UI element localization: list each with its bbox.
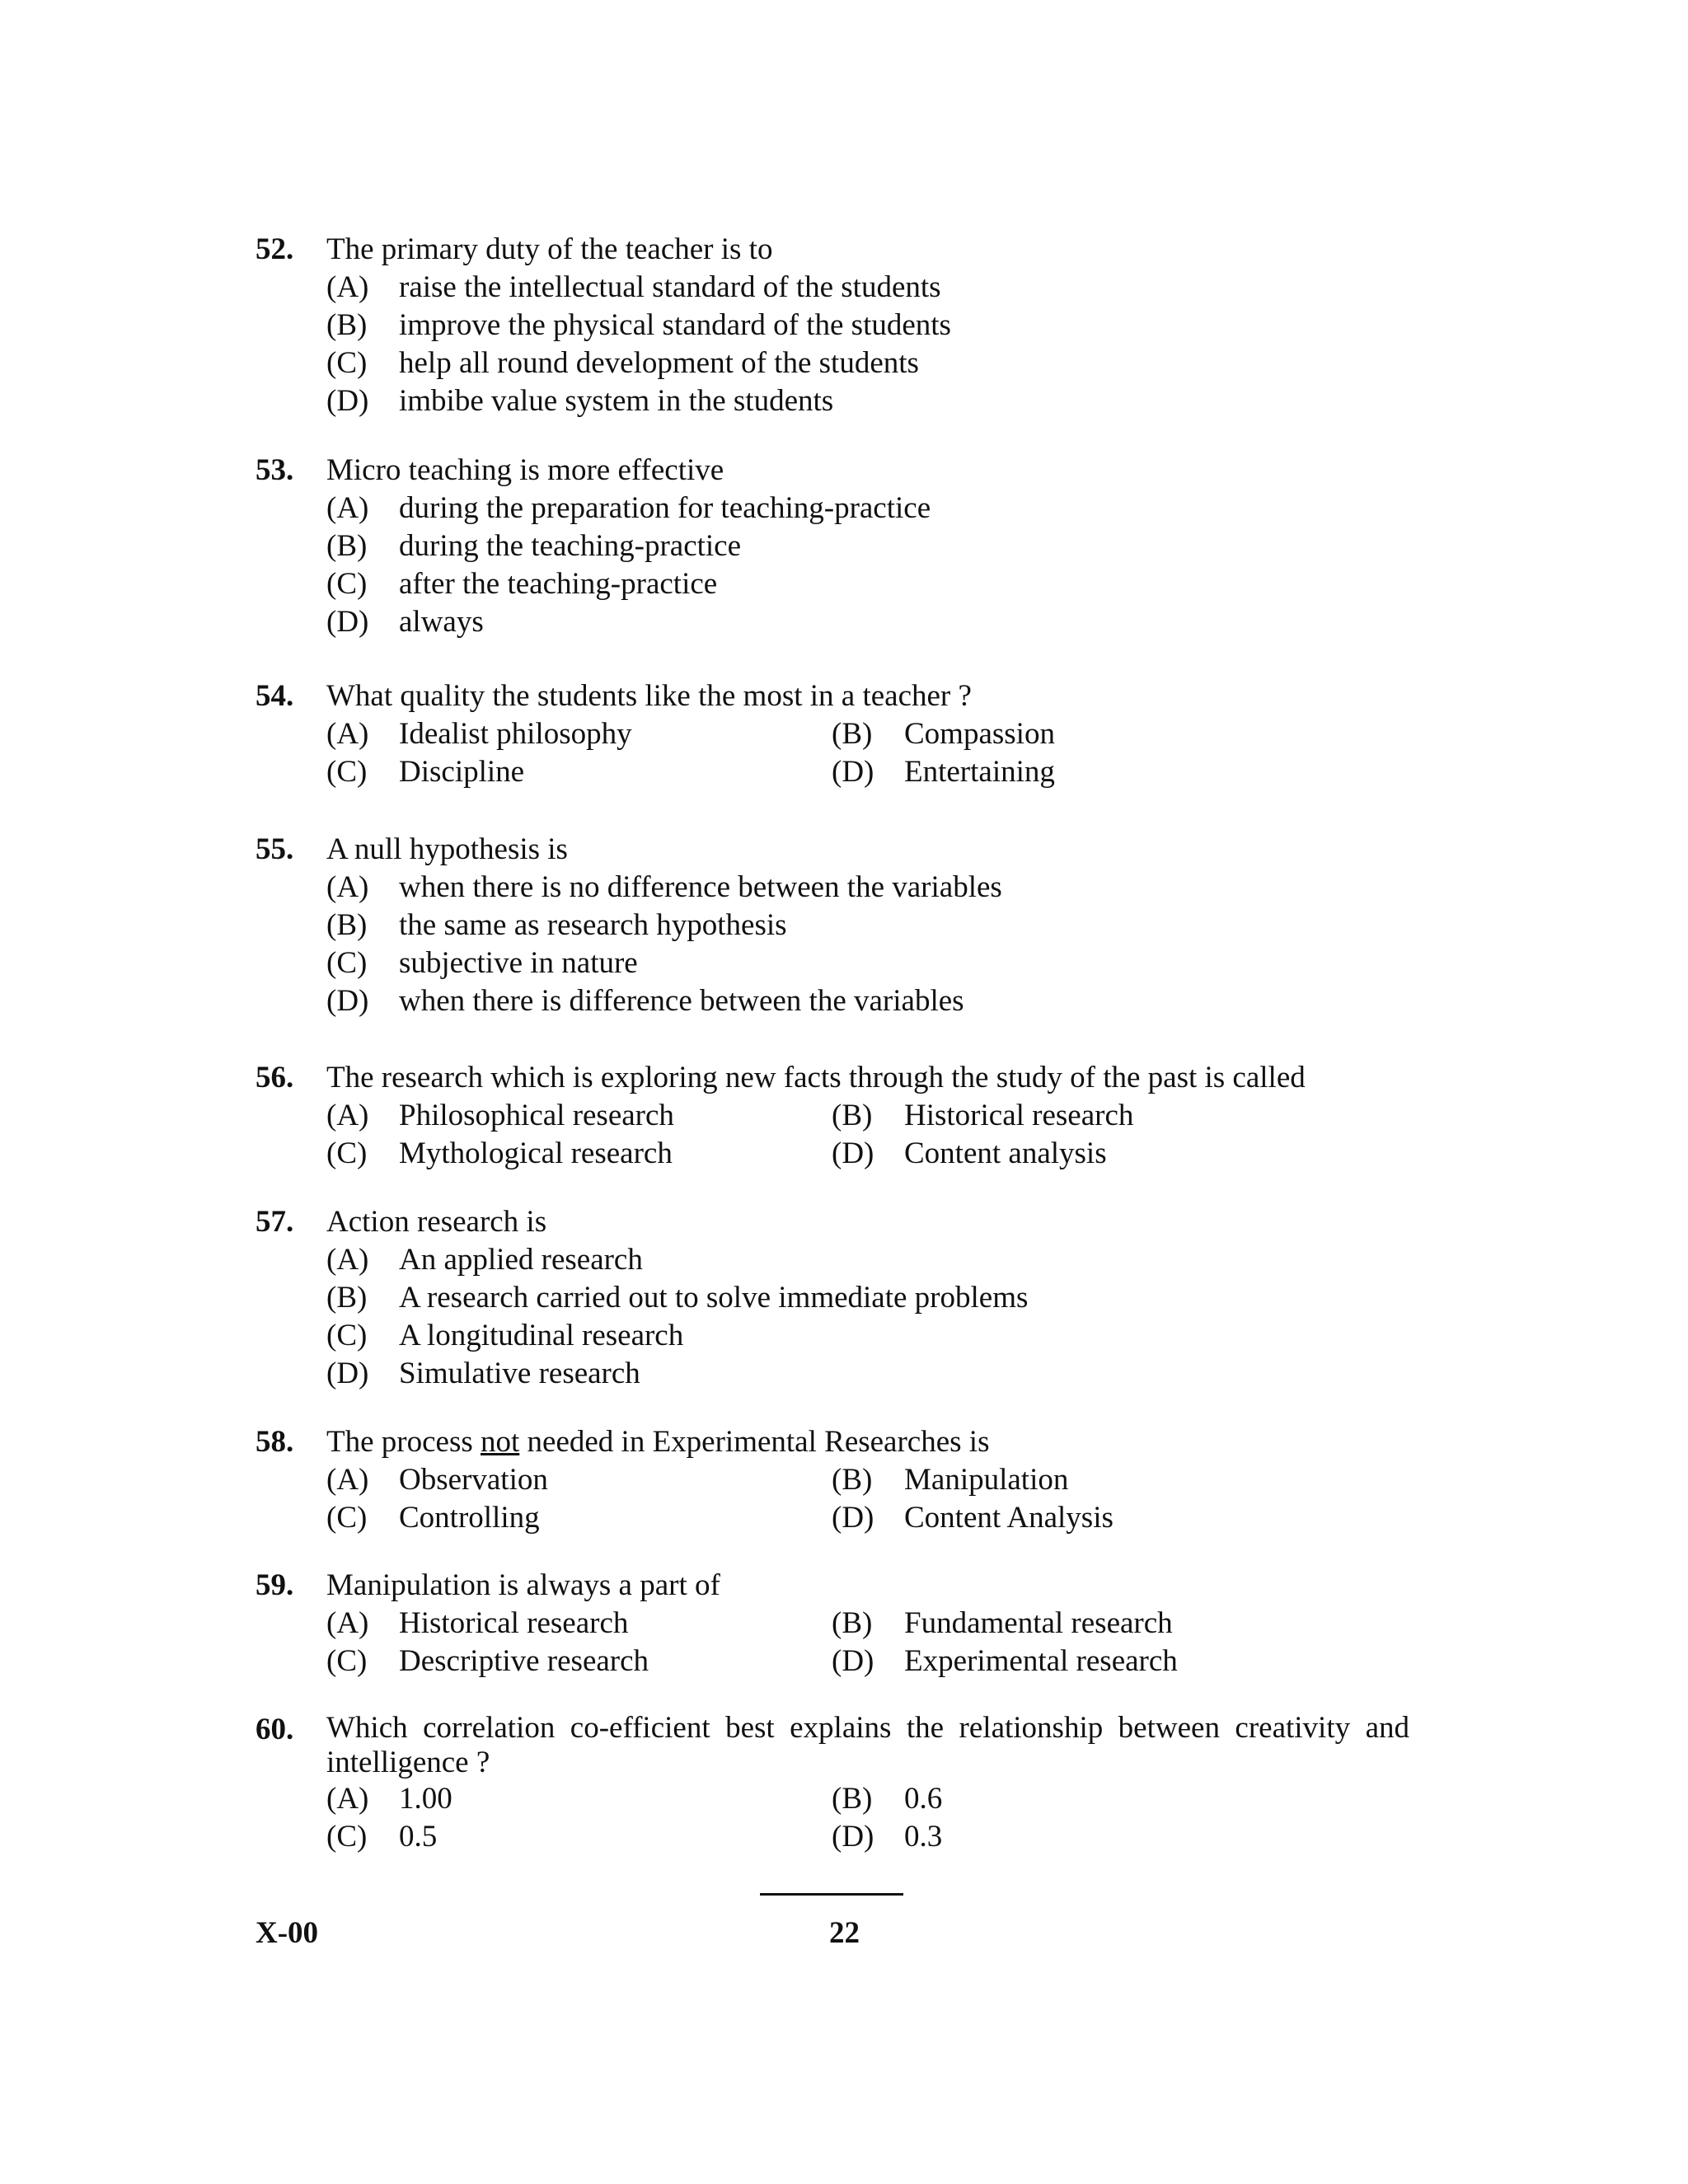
option-label: (A) [326,491,369,525]
option-label: (B) [832,1782,873,1816]
question-54 [256,677,1409,791]
option-text: Idealist philosophy [399,717,632,751]
question-number: 60. [256,1713,294,1746]
option-a [326,1605,628,1643]
option-text: improve the physical standard of the students [399,308,951,342]
option-list [326,490,1409,641]
question-57 [256,1203,1409,1393]
option-a [326,869,1002,907]
option-a [326,269,941,307]
option-a [326,1241,643,1279]
option-label: (C) [326,1644,368,1678]
option-text: the same as research hypothesis [399,908,787,942]
option-text: Historical research [904,1099,1134,1132]
option-b [326,1279,1028,1317]
option-label: (C) [326,1501,368,1535]
option-text: Experimental research [904,1644,1178,1678]
option-label: (A) [326,270,369,304]
option-c [326,1643,649,1680]
question-text: Which correlation co-efficient best explains the relationship between creativity and intelligence ? [326,1711,1409,1779]
question-number: 53. [256,453,294,487]
option-text: 1.00 [399,1782,452,1816]
question-56 [256,1059,1409,1173]
option-text: during the preparation for teaching-practice [399,491,931,525]
option-label: (B) [326,308,368,342]
option-list [326,1241,1409,1393]
option-d [326,382,833,420]
option-text: An applied research [399,1243,643,1277]
question-text: The primary duty of the teacher is to [326,232,773,266]
option-text: Descriptive research [399,1644,649,1678]
page-number: 22 [829,1916,860,1950]
option-list [326,1605,1409,1680]
option-list [326,715,1409,791]
option-text: Mythological research [399,1137,673,1170]
option-d [326,603,484,641]
question-number: 59. [256,1568,294,1602]
question-text-emphasis: not [481,1425,520,1459]
option-text: 0.5 [399,1820,438,1854]
option-a [326,1461,548,1499]
question-text: Manipulation is always a part of [326,1568,720,1602]
option-text: Content analysis [904,1137,1107,1170]
option-label: (A) [326,1243,369,1277]
option-text: 0.3 [904,1820,943,1854]
option-text: Discipline [399,755,525,789]
option-label: (D) [326,984,369,1018]
question-60 [256,1711,1409,1856]
option-d [832,753,1055,791]
option-b [326,907,787,944]
option-label: (D) [832,1137,874,1170]
question-number: 55. [256,832,294,866]
option-label: (D) [326,384,369,418]
option-label: (D) [326,605,369,639]
option-label: (A) [326,1463,369,1497]
option-label: (D) [832,1501,874,1535]
option-label: (A) [326,1782,369,1816]
option-text: A research carried out to solve immediate problems [399,1281,1029,1315]
option-c [326,565,717,603]
booklet-code: X-00 [256,1916,319,1950]
option-d [832,1818,942,1856]
option-label: (A) [326,870,369,904]
question-number: 54. [256,679,294,713]
question-text-part: The process [326,1425,481,1459]
option-d [832,1643,1178,1680]
option-d [832,1135,1107,1173]
option-list [326,869,1409,1020]
option-label: (C) [326,755,368,789]
question-text: The research which is exploring new facts through the study of the past is called [326,1061,1306,1094]
option-label: (C) [326,946,368,980]
option-label: (D) [832,1644,874,1678]
option-c [326,1499,540,1537]
option-text: when there is difference between the variables [399,984,964,1018]
question-number: 52. [256,232,294,266]
option-c [326,944,638,982]
option-label: (B) [832,1463,873,1497]
question-55 [256,831,1409,1020]
option-text: Compassion [904,717,1055,751]
option-c [326,1135,673,1173]
question-text [326,1423,1409,1461]
option-label: (C) [326,567,368,601]
option-b [832,1097,1133,1135]
option-text: help all round development of the students [399,346,919,380]
option-text: Simulative research [399,1357,640,1390]
question-text: A null hypothesis is [326,832,568,866]
option-b [326,307,951,344]
option-text: always [399,605,484,639]
option-c [326,1317,683,1355]
option-text: after the teaching-practice [399,567,718,601]
question-text: What quality the students like the most in a teacher ? [326,679,972,713]
question-text: Action research is [326,1205,547,1239]
option-b [832,1605,1173,1643]
option-label: (C) [326,1319,368,1352]
question-59 [256,1567,1409,1680]
option-b [326,527,741,565]
option-label: (C) [326,1820,368,1854]
option-c [326,753,524,791]
option-b [832,1461,1068,1499]
option-label: (D) [326,1357,369,1390]
option-label: (A) [326,717,369,751]
option-c [326,344,919,382]
option-text: during the teaching-practice [399,529,742,563]
question-number: 57. [256,1205,294,1239]
option-text: Controlling [399,1501,540,1535]
option-d [832,1499,1114,1537]
option-text: Philosophical research [399,1099,674,1132]
option-text: Entertaining [904,755,1055,789]
option-a [326,1780,452,1818]
question-text: Micro teaching is more effective [326,453,724,487]
option-a [326,715,632,753]
option-list [326,269,1409,420]
option-label: (D) [832,755,874,789]
option-text: subjective in nature [399,946,638,980]
option-a [326,490,931,527]
option-label: (D) [832,1820,874,1854]
option-a [326,1097,674,1135]
option-text: Historical research [399,1606,629,1640]
option-label: (B) [326,529,368,563]
option-d [326,982,964,1020]
option-text: Content Analysis [904,1501,1114,1535]
option-label: (B) [832,1099,873,1132]
question-number: 58. [256,1425,294,1459]
question-58 [256,1423,1409,1537]
option-list [326,1461,1409,1537]
option-b [832,715,1055,753]
option-label: (C) [326,346,368,380]
option-label: (A) [326,1606,369,1640]
option-text: 0.6 [904,1782,943,1816]
option-label: (C) [326,1137,368,1170]
option-text: raise the intellectual standard of the students [399,270,941,304]
question-52 [256,231,1409,420]
option-c [326,1818,437,1856]
footer-divider [760,1893,903,1896]
question-text-part: needed in Experimental Researches is [519,1425,990,1459]
question-number: 56. [256,1061,294,1094]
option-text: A longitudinal research [399,1319,684,1352]
option-label: (A) [326,1099,369,1132]
option-label: (B) [832,1606,873,1640]
option-text: Observation [399,1463,548,1497]
option-text: when there is no difference between the variables [399,870,1002,904]
option-list [326,1097,1409,1173]
option-label: (B) [832,717,873,751]
option-list [326,1780,1409,1856]
option-text: Manipulation [904,1463,1069,1497]
option-text: Fundamental research [904,1606,1173,1640]
option-text: imbibe value system in the students [399,384,834,418]
question-53 [256,452,1409,641]
option-b [832,1780,942,1818]
option-label: (B) [326,908,368,942]
option-d [326,1355,640,1393]
option-label: (B) [326,1281,368,1315]
